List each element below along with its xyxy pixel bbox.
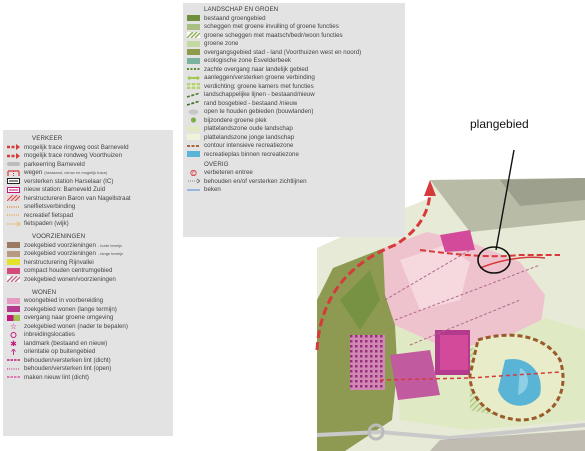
legend-item-label xyxy=(204,74,315,81)
legend-item-label xyxy=(204,108,313,115)
legend-item-text: zoekgebied wonen/voorzieningen xyxy=(24,275,116,283)
legend-item-text: beken xyxy=(204,186,221,194)
legend-item-label xyxy=(204,66,308,73)
legend-title-wonen: WONEN xyxy=(32,288,57,296)
legend-item-text: overgangsgebied stad - land (Voorthuizen west en noord) xyxy=(204,48,362,56)
legend-item-label xyxy=(204,134,294,141)
legend-item xyxy=(187,177,401,186)
legend-item-text: ecologische zone Esvelderbeek xyxy=(204,57,292,65)
legend-item-label xyxy=(204,49,361,56)
legend-item xyxy=(187,14,401,23)
solid-swatch-icon xyxy=(187,58,200,64)
legend-item-label xyxy=(24,276,116,283)
legend-item-text: zoekgebied voorzieningen xyxy=(24,241,96,249)
legend-item xyxy=(7,356,169,365)
legend-item xyxy=(7,211,169,220)
legend-item xyxy=(187,40,401,49)
legend-item-label xyxy=(24,306,117,313)
solid-swatch-icon xyxy=(7,298,20,304)
legend-item-label xyxy=(204,83,314,90)
legend-item-label xyxy=(24,242,122,249)
circle-e-icon xyxy=(187,170,200,176)
oval-icon xyxy=(187,109,200,115)
legend-item-label xyxy=(204,169,253,176)
legend-item-label xyxy=(24,169,107,176)
legend-item-label xyxy=(24,250,123,257)
legend-item xyxy=(7,322,169,331)
legend-item-label xyxy=(204,100,297,107)
legend-item-label xyxy=(204,32,343,39)
red-arrow-dashed-icon xyxy=(7,153,20,159)
legend-item-text: compact houden centrumgebied xyxy=(24,267,113,275)
legend-item xyxy=(187,169,401,178)
legend-item xyxy=(187,116,401,125)
legend-item xyxy=(187,150,401,159)
dash-line-icon xyxy=(7,374,20,380)
legend-item-text: versterken station Harselaar (IC) xyxy=(24,177,114,185)
legend-item-text: mogelijk trace ringweg oost Barneveld xyxy=(24,143,129,151)
solid-swatch-icon xyxy=(7,306,20,312)
solid-swatch-icon xyxy=(187,41,200,47)
legend-item-text: groene zone xyxy=(204,40,239,48)
grid-swatch-icon xyxy=(187,83,200,89)
legend-item xyxy=(7,220,169,229)
legend-item-text: verdichting; groene kamers met functies xyxy=(204,82,314,90)
legend-item xyxy=(7,365,169,374)
gray-bar-icon xyxy=(7,161,20,167)
legend-item-text: recreatieplas binnen recreatiezone xyxy=(204,150,299,158)
legend-item-label xyxy=(24,178,113,185)
legend-item-text: nieuw station: Barneveld Zuid xyxy=(24,186,106,194)
legend-item xyxy=(7,143,169,152)
infill-grid xyxy=(350,335,385,390)
legend-item-label xyxy=(24,259,94,266)
solid-swatch-icon xyxy=(187,15,200,21)
arrow-up-icon xyxy=(7,349,20,355)
legend-item xyxy=(7,305,169,314)
legend-item-label xyxy=(24,212,73,219)
legend-item-label xyxy=(24,144,129,151)
hatch-red-icon xyxy=(7,195,20,201)
legend-item xyxy=(7,186,169,195)
legend-item xyxy=(187,125,401,134)
legend-landscape xyxy=(183,3,405,237)
legend-item-text: inbreidingslocaties xyxy=(24,331,75,339)
dash-swatch-icon xyxy=(187,66,200,72)
legend-item-label xyxy=(204,91,315,98)
callout-label: plangebied xyxy=(470,117,529,131)
red-road-icon xyxy=(7,170,20,176)
legend-item xyxy=(7,339,169,348)
legend-item xyxy=(187,48,401,57)
legend-item-text: behouden/versterken lint (dicht) xyxy=(24,356,111,364)
legend-item-label xyxy=(204,57,291,64)
station-box-icon xyxy=(7,187,20,193)
asterisk-icon xyxy=(7,340,20,346)
hatch-swatch-icon xyxy=(187,32,200,38)
legend-item-label xyxy=(24,331,75,338)
dash-line-icon xyxy=(7,357,20,363)
legend-item-text: aanleggen/versterken groene verbinding xyxy=(204,74,315,82)
legend-item-label xyxy=(24,220,69,227)
legend-item xyxy=(7,250,169,259)
line-dash-icon xyxy=(187,92,200,98)
ring-icon xyxy=(7,332,20,338)
legend-item-label xyxy=(24,203,75,210)
legend-item-label xyxy=(204,23,339,30)
legend-item-text: landschappelijke lijnen - bestaand/nieuw xyxy=(204,91,315,99)
legend-item-label xyxy=(24,195,131,202)
legend-item-label xyxy=(204,117,267,124)
solid-swatch-icon xyxy=(7,259,20,265)
legend-title-overig: OVERIG xyxy=(204,160,229,168)
dot-icon xyxy=(187,117,200,123)
orange-dots-icon xyxy=(7,204,20,210)
legend-item xyxy=(7,241,169,250)
legend-item-text: herstructurering Rijnvallei xyxy=(24,258,94,266)
legend-item-text: fietspaden (wijk) xyxy=(24,220,69,228)
legend-item-text: groene scheggen met maatsch/bedr/woon functies xyxy=(204,31,343,39)
legend-item-label xyxy=(204,142,293,149)
legend-item xyxy=(187,186,401,195)
solid-swatch-icon xyxy=(187,49,200,55)
legend-item xyxy=(187,99,401,108)
legend-title-voorzieningen: VOORZIENINGEN xyxy=(32,233,86,240)
legend-item-text: zoekgebied wonen (lange termijn) xyxy=(24,305,117,313)
line-icon xyxy=(187,187,200,193)
legend-item-text: open te houden gebieden (bouwlanden) xyxy=(204,108,314,116)
hatch-swatch-icon xyxy=(7,276,20,282)
legend-item-text: bestaand groengebied xyxy=(204,14,266,22)
legend-item-text: zachte overgang naar landelijk gebied xyxy=(204,65,309,73)
legend-item-label xyxy=(24,357,111,364)
legend-item xyxy=(7,194,169,203)
legend-item-text: behouden/versterken lint (open) xyxy=(24,365,112,373)
legend-item-text: maken nieuw lint (dicht) xyxy=(24,373,89,381)
legend-item xyxy=(7,314,169,323)
solid-swatch-icon xyxy=(187,151,200,157)
legend-item-text: herstructureren Baron van Nagellstraat xyxy=(24,194,131,202)
legend-item xyxy=(7,267,169,276)
legend-item-label xyxy=(204,15,266,22)
legend-item xyxy=(7,348,169,357)
legend-item-note: (bestaand, nieuw en mogelijk trace) xyxy=(44,170,108,176)
solid-swatch-icon xyxy=(187,24,200,30)
legend-item-text: landmark (bestaand en nieuw) xyxy=(24,339,108,347)
legend-item-text: rand bosgebied - bestaand /nieuw xyxy=(204,99,298,107)
legend-item-label xyxy=(204,125,293,132)
legend-item-label xyxy=(24,161,85,168)
legend-item-text: plattelandszone jonge landschap xyxy=(204,133,295,141)
legend-item xyxy=(187,31,401,40)
star-outline-icon xyxy=(7,323,20,329)
legend-item-text: zoekgebied wonen (nader te bepalen) xyxy=(24,322,128,330)
legend-item-label xyxy=(204,151,299,158)
legend-urban xyxy=(3,130,173,436)
legend-item-note: - korte termijn xyxy=(97,242,123,248)
legend-item xyxy=(7,275,169,284)
legend-item xyxy=(187,57,401,66)
legend-item xyxy=(7,258,169,267)
legend-item xyxy=(7,177,169,186)
split-swatch-icon xyxy=(7,315,20,321)
svg-text:☆: ☆ xyxy=(9,323,18,330)
legend-item xyxy=(7,160,169,169)
legend-item-note: - lange termijn xyxy=(97,251,124,257)
station-box-icon xyxy=(7,178,20,184)
legend-item-text: behouden en/of versterken zichtlijnen xyxy=(204,177,307,185)
legend-item xyxy=(187,82,401,91)
legend-item-text: scheggen met groene invulling of groene functies xyxy=(204,23,339,31)
legend-item xyxy=(187,142,401,151)
solid-swatch-icon xyxy=(7,251,20,257)
legend-item xyxy=(7,169,169,178)
legend-item-label xyxy=(24,340,107,347)
legend-item-label xyxy=(24,365,111,372)
svg-text:✱: ✱ xyxy=(10,340,17,347)
legend-item-label xyxy=(24,374,89,381)
double-arrow-icon xyxy=(187,75,200,81)
legend-item-text: orientatie op buitengebied xyxy=(24,348,96,356)
legend-item-text: overgang naar groene omgeving xyxy=(24,314,114,322)
legend-item-text: woongebied in voorbereiding xyxy=(24,297,104,305)
legend-item-text: recreatief fietspad xyxy=(24,211,74,219)
legend-item-label xyxy=(204,178,307,185)
solid-swatch-icon xyxy=(187,126,200,132)
legend-item-label xyxy=(24,267,112,274)
legend-item xyxy=(187,108,401,117)
legend-item xyxy=(7,297,169,306)
legend-item-label xyxy=(24,314,113,321)
solid-swatch-icon xyxy=(187,134,200,140)
orange-dots-icon xyxy=(7,212,20,218)
sightline-icon xyxy=(187,178,200,184)
legend-item-text: verbeteren entree xyxy=(204,169,253,177)
legend-item-label xyxy=(204,40,238,47)
legend-item xyxy=(187,74,401,83)
legend-item-text: plattelandszone oude landschap xyxy=(204,125,293,133)
legend-item-label xyxy=(24,348,95,355)
legend-item-text: wegen xyxy=(24,169,43,177)
legend-item xyxy=(187,65,401,74)
dashed-line-icon xyxy=(187,143,200,149)
orange-arrow-icon xyxy=(7,221,20,227)
legend-item-label xyxy=(204,186,221,193)
line-dash-icon xyxy=(187,100,200,106)
legend-item-label xyxy=(24,186,105,193)
legend-item xyxy=(7,203,169,212)
legend-item-text: parkeerring Barneveld xyxy=(24,160,85,168)
legend-item xyxy=(187,91,401,100)
legend-item xyxy=(7,152,169,161)
legend-item-text: snelfietsverbinding xyxy=(24,203,76,211)
legend-item-label xyxy=(24,323,128,330)
legend-item-text: contour intensieve recreatiezone xyxy=(204,142,294,150)
legend-item xyxy=(7,373,169,382)
dot-line-icon xyxy=(7,366,20,372)
red-arrow-dashed-icon xyxy=(7,144,20,150)
legend-title-verkeer: VERKEER xyxy=(32,135,63,142)
legend-item-text: bijzondere groene plek xyxy=(204,116,267,124)
svg-text:E: E xyxy=(191,170,196,176)
legend-item-label xyxy=(24,297,103,304)
legend-item xyxy=(187,23,401,32)
legend-item-text: zoekgebied voorzieningen xyxy=(24,250,96,258)
legend-item xyxy=(187,133,401,142)
solid-swatch-icon xyxy=(7,242,20,248)
legend-item xyxy=(7,331,169,340)
legend-item-label xyxy=(24,152,122,159)
legend-title-landschap: LANDSCHAP EN GROEN xyxy=(204,6,279,13)
solid-swatch-icon xyxy=(7,268,20,274)
legend-item-text: mogelijk trace rondweg Voorthuizen xyxy=(24,152,123,160)
